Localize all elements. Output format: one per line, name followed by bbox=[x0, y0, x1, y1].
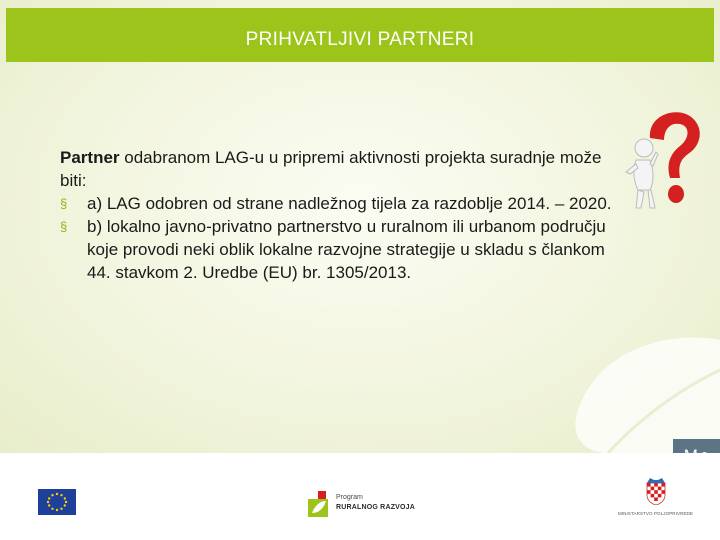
footer bbox=[0, 453, 720, 540]
ministry-name: MINISTARSTVO POLJOPRIVREDE bbox=[617, 511, 694, 516]
program-line2: RURALNOG RAZVOJA bbox=[336, 504, 416, 511]
slide-title: PRIHVATLJIVI PARTNERI bbox=[245, 29, 475, 50]
body-text bbox=[60, 146, 620, 284]
intro-paragraph bbox=[60, 146, 620, 192]
leaf-watermark bbox=[568, 330, 720, 453]
bullet-text: b) lokalno javno-privatno partnerstvo u ruralnom ili urbanom području koje provodi neki oblik lokalne razvojne strategije u skladu s člankom 44. stavkom 2. Uredbe (EU) br. 1305/2013. bbox=[87, 217, 606, 282]
croatian-coat-of-arms-icon bbox=[646, 477, 666, 505]
rural-development-program-logo bbox=[306, 489, 426, 521]
title-bar bbox=[6, 8, 714, 62]
bullet-text: a) LAG odobren od strane nadležnog tijela za razdoblje 2014. – 2020. bbox=[87, 194, 612, 213]
bullet-list bbox=[60, 192, 620, 284]
bullet-marker: § bbox=[60, 196, 68, 211]
bullet-marker: § bbox=[60, 219, 68, 234]
bullet-item bbox=[60, 192, 620, 215]
program-leaf-icon bbox=[306, 489, 332, 519]
question-figure-icon bbox=[620, 108, 704, 216]
intro-rest: odabranom LAG-u u pripremi aktivnosti projekta suradnje može biti: bbox=[60, 148, 602, 190]
program-line1: Program bbox=[336, 494, 363, 501]
ministry-logo bbox=[608, 477, 703, 521]
eu-flag-icon bbox=[38, 489, 76, 515]
bullet-item bbox=[60, 215, 620, 284]
intro-bold: Partner bbox=[60, 148, 120, 167]
